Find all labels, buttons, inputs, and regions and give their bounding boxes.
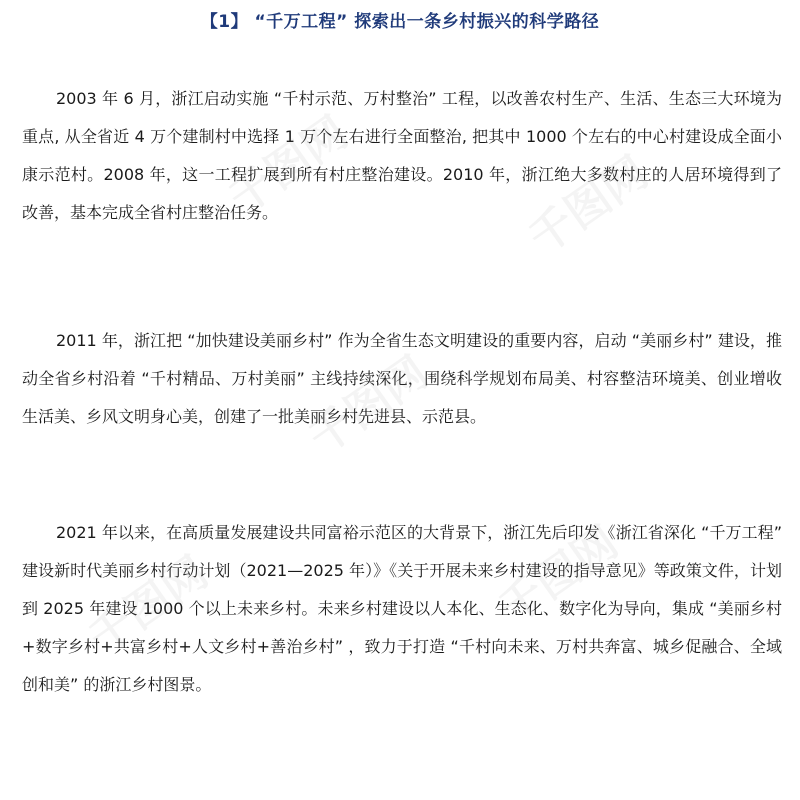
paragraph-2-text: 2011 年，浙江把 “加快建设美丽乡村” 作为全省生态文明建设的重要内容，启动 “美丽乡村” 建设，推动全省乡村沿着 “千村精品、万村美丽” 主线持续深化，围绕科学规划布局美、村容整洁环境美、创业增收生活美、乡风文明身心美，创建了一批美丽乡村先进县、示范县。 bbox=[22, 331, 782, 426]
watermark: 千图网 bbox=[219, 106, 358, 225]
paragraph-1-text: 2003 年 6 月，浙江启动实施 “千村示范、万村整治” 工程，以改善农村生产、生活、生态三大环境为重点, 从全省近 4 万个建制村中选择 1 万个左右进行全面整治, 把其中 1000 个左右的中心村建设成全面小康示范村。2008 年，这一工程扩展到所有村庄整治建设。2010 年，浙江绝大多数村庄的人居环境得到了改善，基本完成全省村庄整治任务。 bbox=[22, 89, 782, 222]
paragraph-3-text: 2021 年以来，在高质量发展建设共同富裕示范区的大背景下，浙江先后印发《浙江省深化 “千万工程” 建设新时代美丽乡村行动计划（2021—2025 年）》《关于开展未来乡村建设的指导意见》等政策文件，计划到 2025 年建设 1000 个以上未来乡村。未来乡村建设以人本化、生态化、数字化为导向，集成 “美丽乡村+数字乡村+共富乡村+人文乡村+善治乡村” ，致力于打造 “千村向未来、万村共奔富、城乡促融合、全域创和美” 的浙江乡村图景。 bbox=[22, 523, 782, 694]
watermark: 千图网 bbox=[489, 516, 628, 635]
paragraph-1 bbox=[22, 80, 782, 232]
watermark: 千图网 bbox=[519, 146, 658, 265]
paragraph-3 bbox=[22, 514, 782, 704]
paragraph-2 bbox=[22, 322, 782, 436]
watermark: 千图网 bbox=[299, 346, 438, 465]
section-title: 【1】 “千万工程” 探索出一条乡村振兴的科学路径 bbox=[200, 12, 600, 32]
watermark: 千图网 bbox=[79, 546, 218, 665]
